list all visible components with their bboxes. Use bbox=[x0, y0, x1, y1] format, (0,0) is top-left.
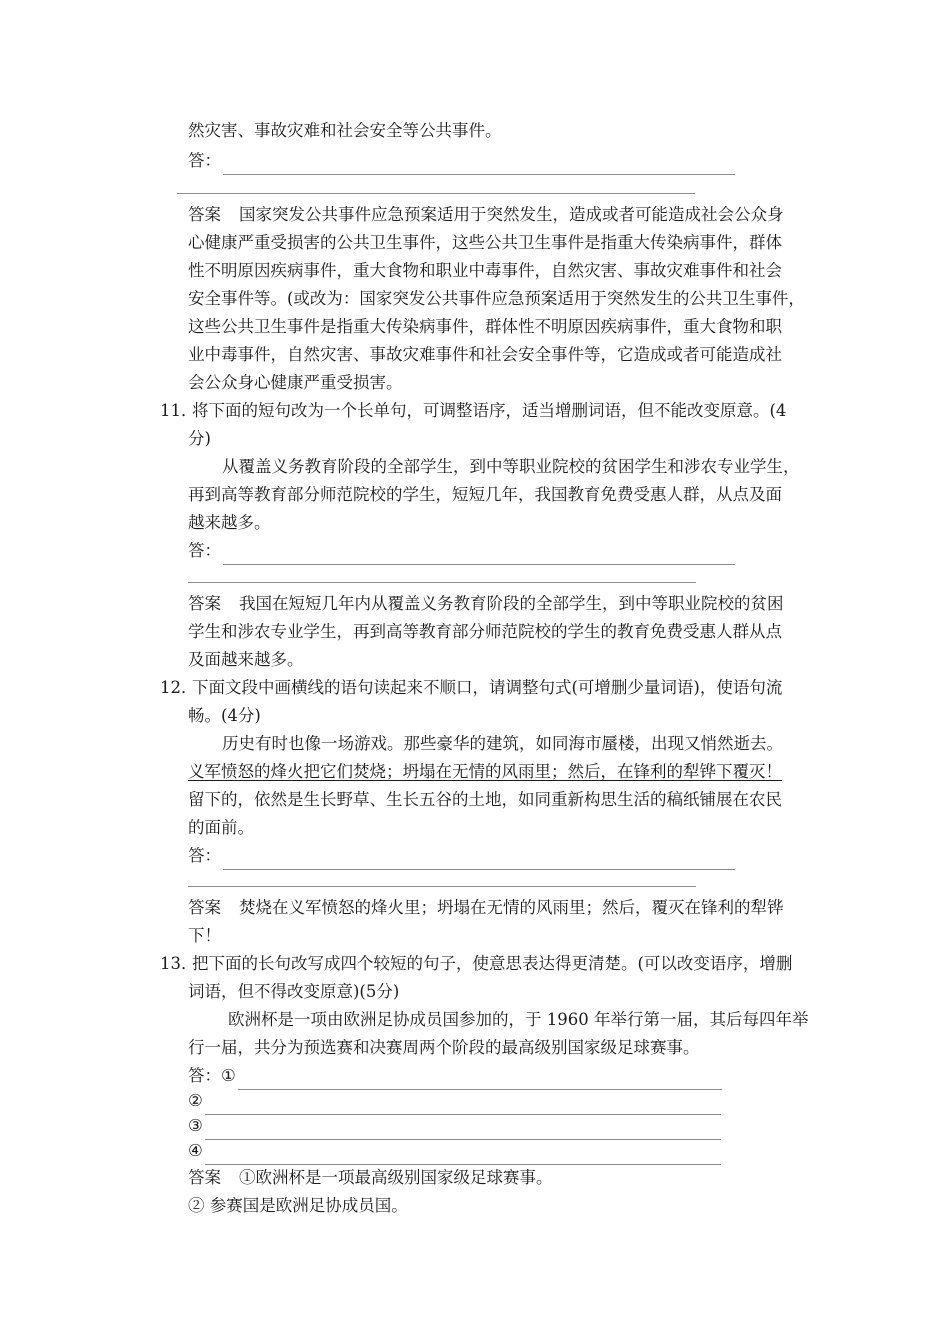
answer-blank[interactable] bbox=[223, 156, 735, 175]
q10-solution-line-2: 心健康严重受损害的公共卫生事件，这些公共卫生事件是指重大传染病事件，群体 bbox=[188, 233, 782, 252]
blank-marker-3: ③ bbox=[188, 1116, 203, 1135]
q10-solution-line-1: 答案 国家突发公共事件应急预案适用于突然发生，造成或者可能造成社会公众身 bbox=[188, 205, 784, 224]
q12-prompt-line-2: 畅。(4分) bbox=[188, 706, 261, 725]
q11-prompt-line-2: 分) bbox=[188, 429, 211, 448]
q13-number: 13． bbox=[160, 954, 198, 973]
q11-solution-line-3: 及面越来越多。 bbox=[188, 650, 304, 669]
q10-solution-line-3: 性不明原因疾病事件，重大食物和职业中毒事件，自然灾害、事故灾难事件和社会 bbox=[188, 261, 782, 280]
q12-passage-line-1: 历史有时也像一场游戏。那些豪华的建筑，如同海市蜃楼，出现又悄然逝去。 bbox=[222, 734, 783, 753]
q12-number: 12． bbox=[160, 678, 198, 697]
answer-label: 答： bbox=[188, 151, 221, 170]
answer-blank[interactable] bbox=[223, 851, 735, 870]
answer-blank[interactable] bbox=[205, 1146, 721, 1165]
q13-passage-line-2: 行一届，共分为预选赛和决赛周两个阶段的最高级别国家级足球赛事。 bbox=[188, 1038, 700, 1057]
q13-answer-row-2 bbox=[188, 1087, 721, 1115]
q13-answer-row-4 bbox=[188, 1137, 721, 1165]
q13-solution-line-1: 答案 ①欧洲杯是一项最高级别国家级足球赛事。 bbox=[188, 1168, 553, 1187]
q10-answer-row bbox=[188, 147, 735, 175]
q13-solution-line-2: ② 参赛国是欧洲足协成员国。 bbox=[188, 1196, 408, 1215]
answer-label: 答： bbox=[188, 846, 221, 865]
q13-prompt-line-1: 把下面的长句改写成四个较短的句子，使意思表达得更清楚。(可以改变语序，增删 bbox=[192, 954, 793, 973]
q11-number: 11． bbox=[160, 401, 198, 420]
solution-label: 答案 bbox=[188, 1168, 221, 1187]
answer-label: 答： bbox=[188, 541, 221, 560]
answer-blank-line[interactable] bbox=[188, 886, 696, 887]
q11-passage-line-3: 越来越多。 bbox=[188, 513, 271, 532]
answer-blank-line[interactable] bbox=[188, 582, 696, 583]
q10-solution-line-6: 业中毒事件，自然灾害、事故灾难事件和社会安全事件等，它造成或者可能造成社 bbox=[188, 345, 782, 364]
q11-answer-row bbox=[188, 537, 735, 565]
q12-prompt-line-1: 下面文段中画横线的语句读起来不顺口，请调整句式(可增删少量词语)，使语句流 bbox=[192, 678, 783, 697]
q11-passage-line-1: 从覆盖义务教育阶段的全部学生，到中等职业院校的贫困学生和涉农专业学生， bbox=[222, 457, 800, 476]
q12-passage-line-4: 的面前。 bbox=[188, 818, 254, 837]
q13-answer-row-1 bbox=[188, 1062, 722, 1090]
q12-solution-line-2: 下！ bbox=[188, 926, 221, 945]
answer-blank[interactable] bbox=[223, 546, 735, 565]
q10-prompt-tail: 然灾害、事故灾难和社会安全等公共事件。 bbox=[188, 121, 502, 140]
q10-solution-line-4: 安全事件等。(或改为：国家突发公共事件应急预案适用于突然发生的公共卫生事件， bbox=[188, 289, 805, 308]
solution-label: 答案 bbox=[188, 205, 221, 224]
blank-marker-4: ④ bbox=[188, 1141, 203, 1160]
q12-underlined-sentence: 义军愤怒的烽火把它们焚烧；坍塌在无情的风雨里；然后，在锋利的犁铧下覆灭！ bbox=[188, 762, 782, 781]
blank-marker-1: ① bbox=[221, 1066, 236, 1085]
q11-solution-line-1: 答案 我国在短短几年内从覆盖义务教育阶段的全部学生，到中等职业院校的贫困 bbox=[188, 594, 784, 613]
answer-label: 答： bbox=[188, 1066, 221, 1085]
answer-blank-line[interactable] bbox=[177, 193, 695, 194]
q13-passage-line-1: 欧洲杯是一项由欧洲足协成员国参加的，于 1960 年举行第一届，其后每四年举 bbox=[228, 1010, 809, 1029]
solution-label: 答案 bbox=[188, 594, 221, 613]
q11-prompt-line-1: 将下面的短句改为一个长单句，可调整语序，适当增删词语，但不能改变原意。(4 bbox=[192, 401, 787, 420]
q11-solution-line-2: 学生和涉农专业学生，再到高等教育部分师范院校的学生的教育免费受惠人群从点 bbox=[188, 622, 782, 641]
solution-label: 答案 bbox=[188, 898, 221, 917]
q12-solution-line-1: 答案 焚烧在义军愤怒的烽火里；坍塌在无情的风雨里；然后，覆灭在锋利的犁铧 bbox=[188, 898, 784, 917]
q11-passage-line-2: 再到高等教育部分师范院校的学生，短短几年，我国教育免费受惠人群，从点及面 bbox=[188, 485, 782, 504]
blank-marker-2: ② bbox=[188, 1091, 203, 1110]
q10-solution-line-5: 这些公共卫生事件是指重大传染病事件，群体性不明原因疾病事件，重大食物和职 bbox=[188, 317, 782, 336]
q13-answer-row-3 bbox=[188, 1112, 721, 1140]
q12-passage-line-3: 留下的，依然是生长野草、生长五谷的土地，如同重新构思生活的稿纸铺展在农民 bbox=[188, 790, 782, 809]
q13-prompt-line-2: 词语，但不得改变原意)(5分) bbox=[188, 982, 400, 1001]
q12-answer-row bbox=[188, 842, 735, 870]
q10-solution-line-7: 会公众身心健康严重受损害。 bbox=[188, 373, 403, 392]
